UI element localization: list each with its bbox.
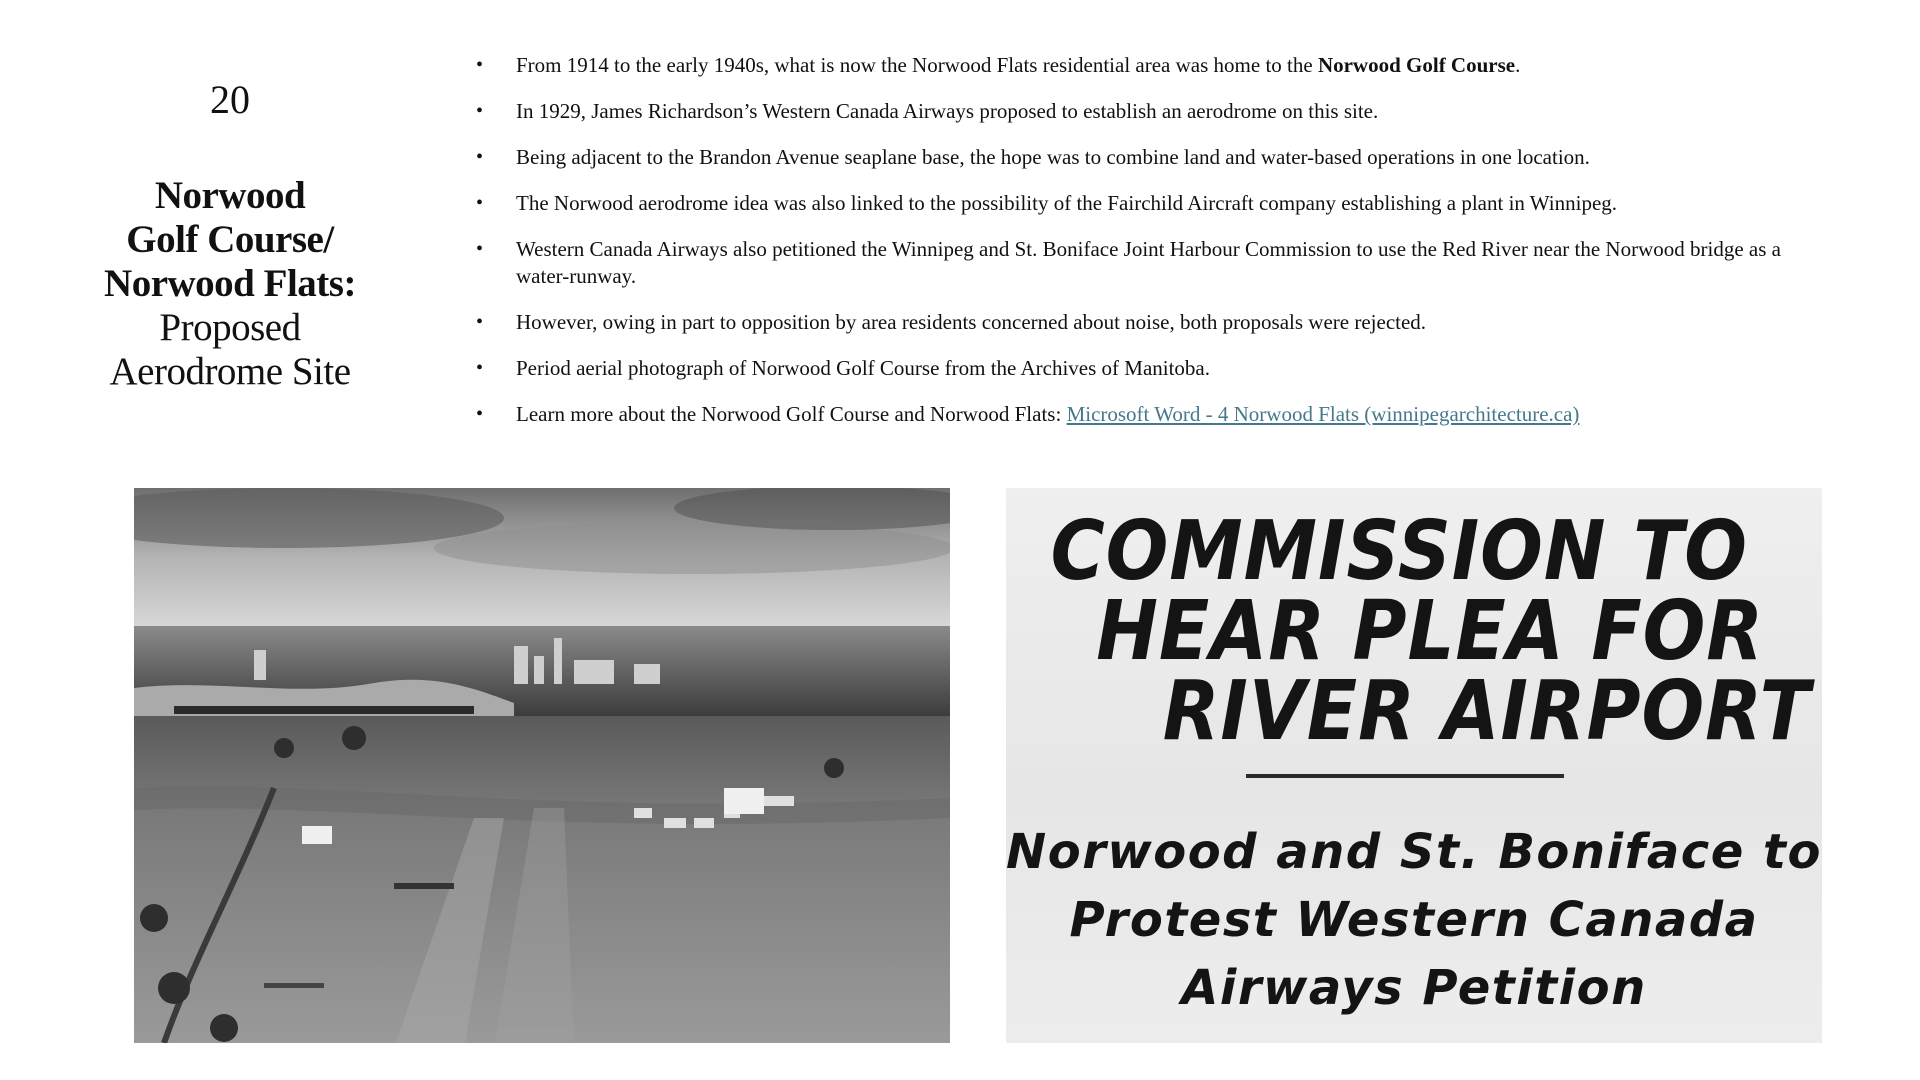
bullet-item-4 <box>476 190 1796 217</box>
bullet-4-text: The Norwood aerodrome idea was also linked to the possibility of the Fairchild Aircraft company establishing a plant in Winnipeg. <box>516 191 1618 215</box>
subhead-line-2: Protest Western Canada <box>1069 892 1759 948</box>
bullet-dot: • <box>476 54 484 76</box>
bullet-6-text: However, owing in part to opposition by area residents concerned about noise, both proposals were rejected. <box>516 310 1427 334</box>
bullet-list <box>476 52 1796 447</box>
bullet-dot: • <box>476 357 484 379</box>
bullet-dot: • <box>476 100 484 122</box>
bullet-item-6 <box>476 309 1796 336</box>
bullet-item-2 <box>476 98 1796 125</box>
norwood-flats-link[interactable]: Microsoft Word - 4 Norwood Flats (winnipegarchitecture.ca) <box>1066 402 1580 426</box>
title-line-3: Norwood Flats: <box>104 262 356 305</box>
bullet-item-3 <box>476 144 1796 171</box>
bullet-7-text: Period aerial photograph of Norwood Golf Course from the Archives of Manitoba. <box>516 356 1211 380</box>
title-line-2: Golf Course/ <box>126 218 334 261</box>
bullet-dot: • <box>476 403 484 425</box>
bullet-1-text: From 1914 to the early 1940s, what is now the Norwood Flats residential area was home to the <box>516 53 1318 77</box>
bullet-1-end: . <box>1515 53 1521 77</box>
bullet-3-text: Being adjacent to the Brandon Avenue seaplane base, the hope was to combine land and water-based operations in one location. <box>516 145 1590 169</box>
slide-number: 20 <box>210 77 250 122</box>
bullet-8-text: Learn more about the Norwood Golf Course and Norwood Flats: <box>516 402 1067 426</box>
bullet-dot: • <box>476 238 484 260</box>
bullet-1-bold: Norwood Golf Course <box>1317 53 1516 77</box>
headline-divider <box>1246 774 1564 778</box>
bullet-2-text: In 1929, James Richardson’s Western Canada Airways proposed to establish an aerodrome on this site. <box>516 99 1379 123</box>
bullet-5-text: Western Canada Airways also petitioned the Winnipeg and St. Boniface Joint Harbour Commission to use the Red River near the Norwood bridge as a water-runway. <box>516 237 1781 288</box>
aerial-photograph <box>134 488 950 1043</box>
headline-line-1: COMMISSION TO <box>1050 504 1748 599</box>
title-block <box>80 72 380 394</box>
headline-line-3: RIVER AIRPORT <box>1162 664 1811 759</box>
bullet-dot: • <box>476 311 484 333</box>
bullet-item-1 <box>476 52 1796 79</box>
subhead-line-1: Norwood and St. Boniface to <box>1006 824 1822 880</box>
headline-line-2: HEAR PLEA FOR <box>1096 584 1765 679</box>
title-line-5: Aerodrome Site <box>109 350 351 393</box>
title-line-1: Norwood <box>154 174 306 217</box>
bullet-item-8 <box>476 401 1796 428</box>
bullet-item-7 <box>476 355 1796 382</box>
bullet-dot: • <box>476 192 484 214</box>
newspaper-clipping <box>1006 488 1822 1043</box>
bullet-item-5 <box>476 236 1796 290</box>
bullet-dot: • <box>476 146 484 168</box>
subhead-line-3: Airways Petition <box>1181 960 1647 1016</box>
title-line-4: Proposed <box>159 306 301 349</box>
